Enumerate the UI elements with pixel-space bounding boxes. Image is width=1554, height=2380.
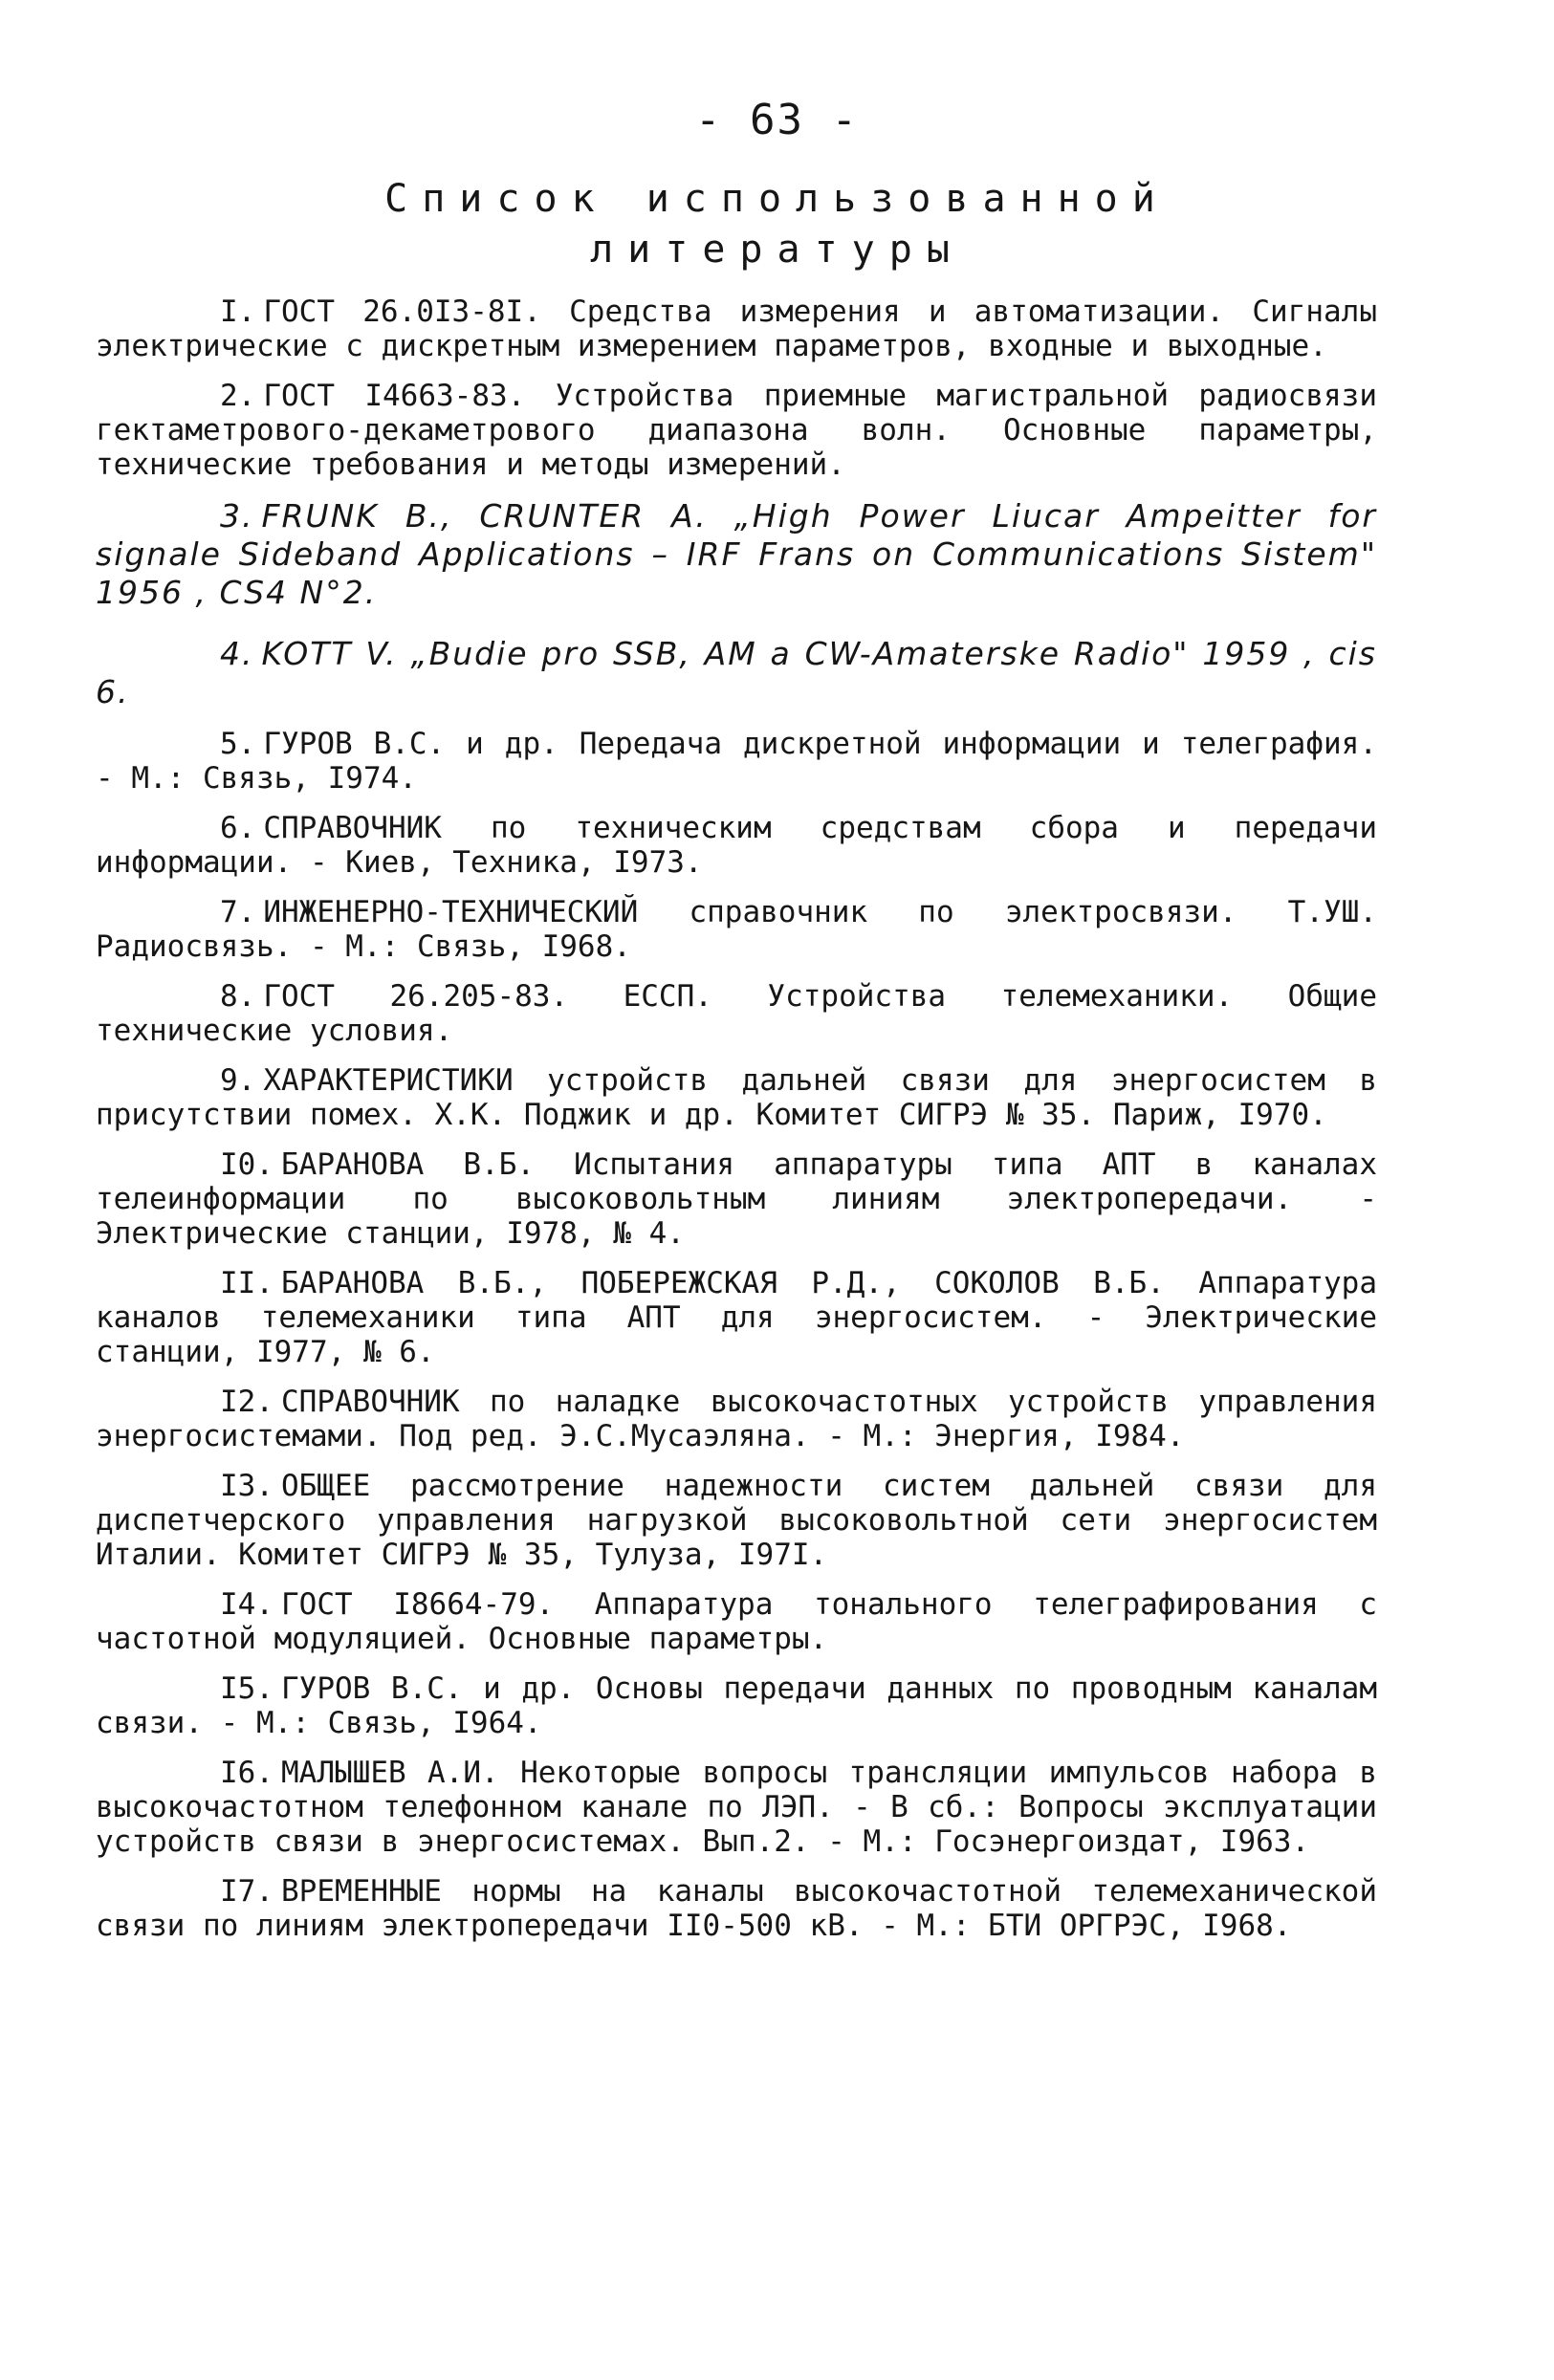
reference-item xyxy=(96,1063,1377,1132)
reference-number: 4. xyxy=(220,635,254,672)
reference-number: 6. xyxy=(220,811,256,845)
reference-item xyxy=(96,1266,1377,1369)
reference-text: СПРАВОЧНИК по наладке высокочастотных устройств управления энергосистемами. Под ред. Э.С.Мусаэляна. - М.: Энергия, I984. xyxy=(96,1385,1377,1453)
reference-item xyxy=(96,1385,1377,1453)
page-number: - 63 - xyxy=(695,96,859,144)
reference-text: ГОСТ 26.205-83. ЕССП. Устройства телемеханики. Общие технические условия. xyxy=(96,979,1377,1048)
reference-item xyxy=(96,895,1377,964)
reference-item xyxy=(96,379,1377,482)
reference-item xyxy=(96,811,1377,880)
reference-number: 5. xyxy=(220,727,256,761)
reference-number: II. xyxy=(220,1266,274,1300)
reference-text: ХАРАКТЕРИСТИКИ устройств дальней связи для энергосистем в присутствии помех. Х.К. Поджик и др. Комитет СИГРЭ № 35. Париж, I970. xyxy=(96,1063,1377,1132)
reference-text: ГУРОВ В.С. и др. Передача дискретной информации и телеграфия. - М.: Связь, I974. xyxy=(96,727,1377,796)
bibliography-heading-line2: литературы xyxy=(590,228,964,272)
reference-text: БАРАНОВА В.Б. Испытания аппаратуры типа АПТ в каналах телеинформации по высоковольтным линиям электропередачи. - Электрические станции, I978, № 4. xyxy=(96,1147,1377,1251)
reference-number: I5. xyxy=(220,1671,274,1706)
reference-text: БАРАНОВА В.Б., ПОБЕРЕЖСКАЯ Р.Д., СОКОЛОВ В.Б. Аппаратура каналов телемеханики типа АПТ для энергосистем. - Электрические станции, I977, № 6. xyxy=(96,1266,1377,1369)
reference-number: 3. xyxy=(220,497,254,535)
reference-item xyxy=(96,979,1377,1048)
reference-number: I4. xyxy=(220,1587,274,1622)
reference-number: 9. xyxy=(220,1063,256,1098)
reference-number: 8. xyxy=(220,979,256,1014)
reference-number: I. xyxy=(220,295,256,329)
reference-item xyxy=(96,1671,1377,1740)
reference-text: МАЛЫШЕВ А.И. Некоторые вопросы трансляции импульсов набора в высокочастотном телефонном канале по ЛЭП. - В сб.: Вопросы эксплуатации устройств связи в энергосистемах. Вып.2. - М.: Госэнергоиздат, I963. xyxy=(96,1756,1377,1859)
reference-item-handwritten xyxy=(96,635,1377,711)
reference-text: ВРЕМЕННЫЕ нормы на каналы высокочастотной телемеханической связи по линиям электропередачи II0-500 кВ. - М.: БТИ ОРГРЭС, I968. xyxy=(96,1874,1377,1943)
reference-text: FRUNK B., CRUNTER A. „High Power Liucar Ampeitter for signale Sideband Applications – IRF Frans on Communications Sistem" 1956 , CS4 N°2. xyxy=(96,497,1377,611)
reference-item xyxy=(96,295,1377,363)
reference-text: ГОСТ I8664-79. Аппаратура тонального телеграфирования с частотной модуляцией. Основные параметры. xyxy=(96,1587,1377,1656)
reference-text: ГУРОВ В.С. и др. Основы передачи данных по проводным каналам связи. - М.: Связь, I964. xyxy=(96,1671,1377,1740)
reference-number: I0. xyxy=(220,1147,274,1182)
reference-item xyxy=(96,1756,1377,1859)
reference-text: ГОСТ I4663-83. Устройства приемные магистральной радиосвязи гектаметрового-декаметрового диапазона волн. Основные параметры, технические требования и методы измерений. xyxy=(96,379,1377,482)
reference-list xyxy=(96,295,1377,1958)
reference-number: I6. xyxy=(220,1756,274,1790)
reference-item xyxy=(96,727,1377,796)
reference-item xyxy=(96,1874,1377,1943)
reference-number: I2. xyxy=(220,1385,274,1419)
reference-text: ГОСТ 26.0I3-8I. Средства измерения и автоматизации. Сигналы электрические с дискретным измерением параметров, входные и выходные. xyxy=(96,295,1377,363)
reference-text: СПРАВОЧНИК по техническим средствам сбора и передачи информации. - Киев, Техника, I973. xyxy=(96,811,1377,880)
reference-number: I7. xyxy=(220,1874,274,1909)
reference-number: I3. xyxy=(220,1469,274,1503)
bibliography-heading-line1: Список использованной xyxy=(384,177,1170,221)
reference-item-handwritten xyxy=(96,497,1377,612)
reference-text: ИНЖЕНЕРНО-ТЕХНИЧЕСКИЙ справочник по электросвязи. Т.УШ. Радиосвязь. - М.: Связь, I968. xyxy=(96,895,1377,964)
reference-number: 7. xyxy=(220,895,256,929)
reference-text: KOTT V. „Budie pro SSB, AM a CW-Amaterske Radio" 1959 , cis 6. xyxy=(96,635,1377,710)
reference-text: ОБЩЕЕ рассмотрение надежности систем дальней связи для диспетчерского управления нагрузкой высоковольтной сети энергосистем Италии. Комитет СИГРЭ № 35, Тулуза, I97I. xyxy=(96,1469,1377,1572)
reference-item xyxy=(96,1587,1377,1656)
reference-item xyxy=(96,1469,1377,1572)
reference-item xyxy=(96,1147,1377,1251)
reference-number: 2. xyxy=(220,379,256,413)
